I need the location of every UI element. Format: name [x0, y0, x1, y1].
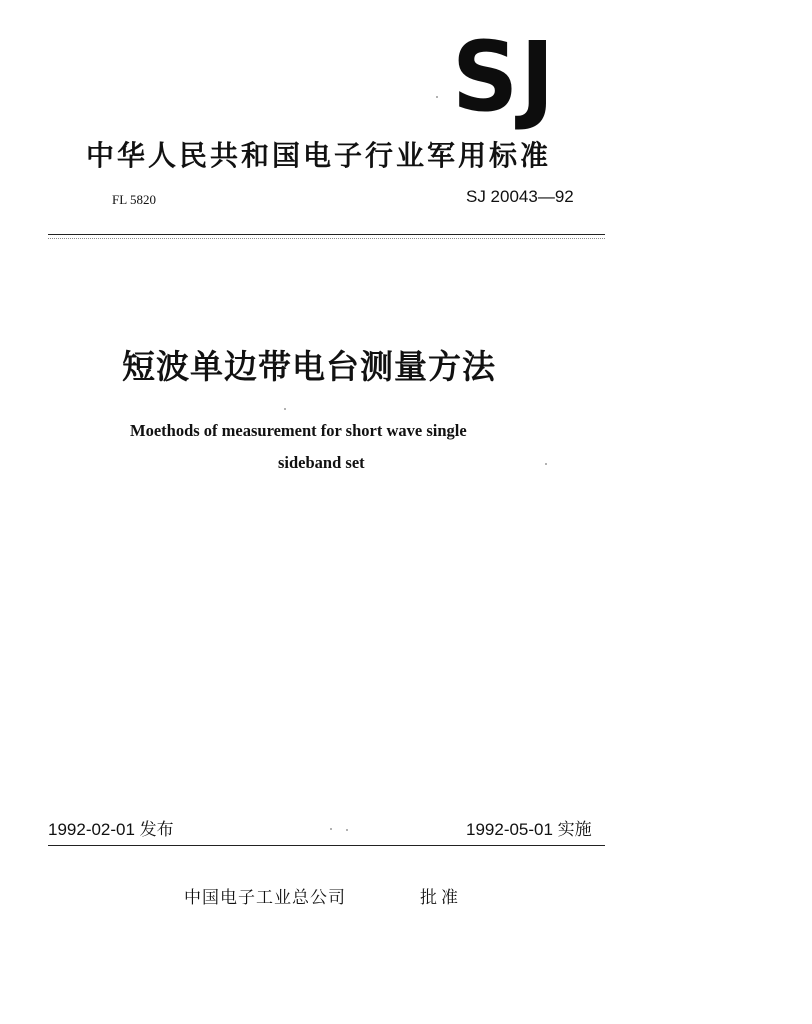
- issue-date: 1992-02-01 发布: [48, 820, 174, 839]
- footer-divider: [48, 845, 605, 846]
- scan-speck: [284, 408, 286, 410]
- classification-code: FL 5820: [112, 192, 156, 207]
- document-title-english-line2: sideband set: [278, 453, 365, 472]
- scan-speck: [346, 829, 348, 831]
- scan-speck: [545, 463, 547, 465]
- header-divider: [48, 234, 605, 235]
- effective-date: 1992-05-01 实施: [466, 820, 592, 839]
- document-title-chinese: 短波单边带电台测量方法: [122, 347, 496, 386]
- issuing-organization: 中国电子工业总公司: [184, 888, 346, 908]
- scan-speck: [330, 828, 332, 830]
- sj-logo: SJ: [452, 20, 557, 133]
- standard-category: 中华人民共和国电子行业军用标准: [86, 139, 552, 172]
- standard-number: SJ 20043—92: [466, 187, 574, 206]
- document-title-english-line1: Moethods of measurement for short wave single: [130, 421, 467, 440]
- approval-label: 批准: [420, 888, 462, 908]
- header-divider-shadow: [48, 238, 605, 239]
- scan-speck: [436, 96, 438, 98]
